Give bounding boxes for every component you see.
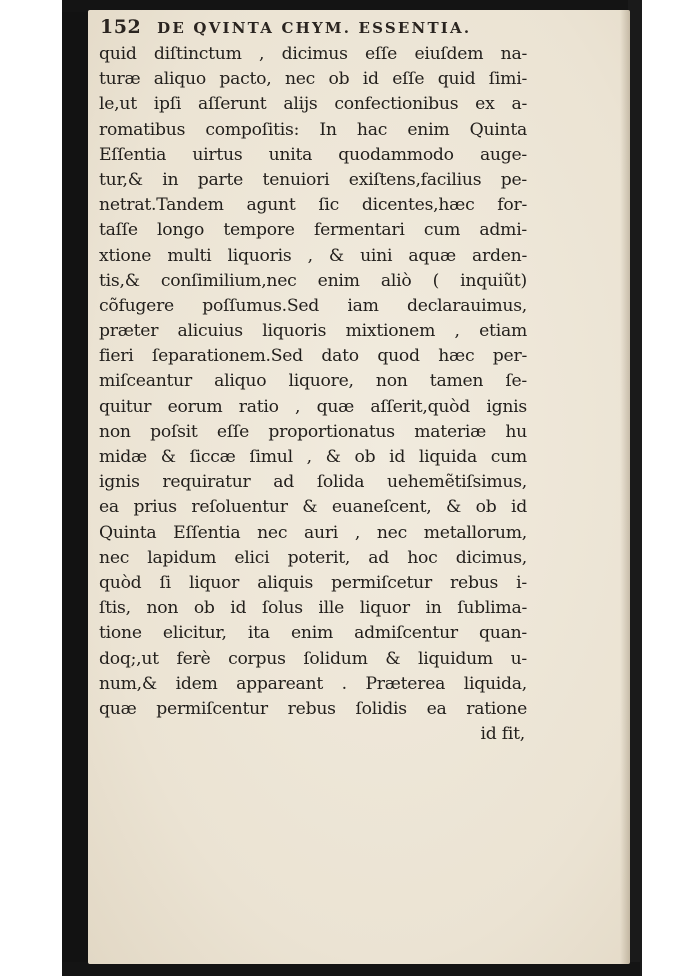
- page-number: 152: [100, 16, 142, 38]
- text-line: le,ut ipſi aſſerunt alijs confectionibus ex a-: [99, 94, 527, 115]
- text-line: fieri ſeparationem.Sed dato quod hæc per-: [99, 346, 527, 367]
- text-line: miſceantur aliquo liquore, non tamen ſe-: [99, 371, 527, 392]
- bottom-border: [62, 962, 640, 976]
- text-line: nec lapidum elici poterit, ad hoc dicimus,: [99, 547, 527, 568]
- body-text: [99, 42, 527, 747]
- right-border: [628, 0, 642, 976]
- text-line: doq;,ut ferè corpus ſolidum & liquidum u-: [99, 648, 527, 669]
- text-line: midæ & ſiccæ ſimul , & ob id liquida cum: [99, 447, 527, 467]
- text-line: cõfugere poſſumus.Sed iam declarauimus,: [99, 295, 527, 316]
- text-line: non poſsit eſſe proportionatus materiæ hu: [99, 421, 527, 442]
- text-line: num,& idem appareant . Præterea liquida,: [99, 673, 527, 694]
- text-line: tis,& conſimilium,nec enim aliò ( inquiũt): [99, 270, 527, 291]
- text-line: præter alicuius liquoris mixtionem , etiam: [99, 321, 527, 342]
- text-line: ea prius reſoluentur & euaneſcent, & ob id: [99, 497, 527, 518]
- text-line: quid diſtinctum , dicimus eſſe eiuſdem na-: [99, 44, 527, 64]
- text-line: quæ permiſcentur rebus ſolidis ea ratione: [99, 698, 527, 719]
- text-line: Quinta Eſſentia nec auri , nec metallorum,: [99, 522, 527, 543]
- running-head: DE QVINTA CHYM. ESSENTIA.: [157, 19, 472, 37]
- text-line: turæ aliquo pacto, nec ob id eſſe quid ſimi-: [99, 69, 527, 90]
- text-line: quòd ſi liquor aliquis permiſcetur rebus i-: [99, 572, 527, 593]
- catchword: id fit,: [480, 724, 525, 745]
- text-line: Eſſentia uirtus unita quodammodo auge-: [99, 144, 527, 165]
- page-edge-shadow: [620, 10, 630, 964]
- text-line: tione elicitur, ita enim admiſcentur quan-: [99, 623, 527, 644]
- text-line: ignis requiratur ad ſolida uehemẽtiſsimus,: [99, 472, 527, 493]
- text-line: tur,& in parte tenuiori exiſtens,facilius pe-: [99, 169, 527, 190]
- text-line: netrat.Tandem agunt ſic dicentes,hæc for-: [99, 195, 527, 216]
- text-line: xtione multi liquoris , & uini aquæ arden-: [99, 245, 527, 266]
- text-line: quitur eorum ratio , quæ aſſerit,quòd ignis: [99, 396, 527, 417]
- text-line: romatibus compoſitis: In hac enim Quinta: [99, 119, 527, 140]
- page-header: [100, 16, 540, 38]
- text-line: ſtis, non ob id ſolus ille liquor in ſublima-: [99, 598, 527, 619]
- text-line: taſſe longo tempore fermentari cum admi-: [99, 220, 527, 241]
